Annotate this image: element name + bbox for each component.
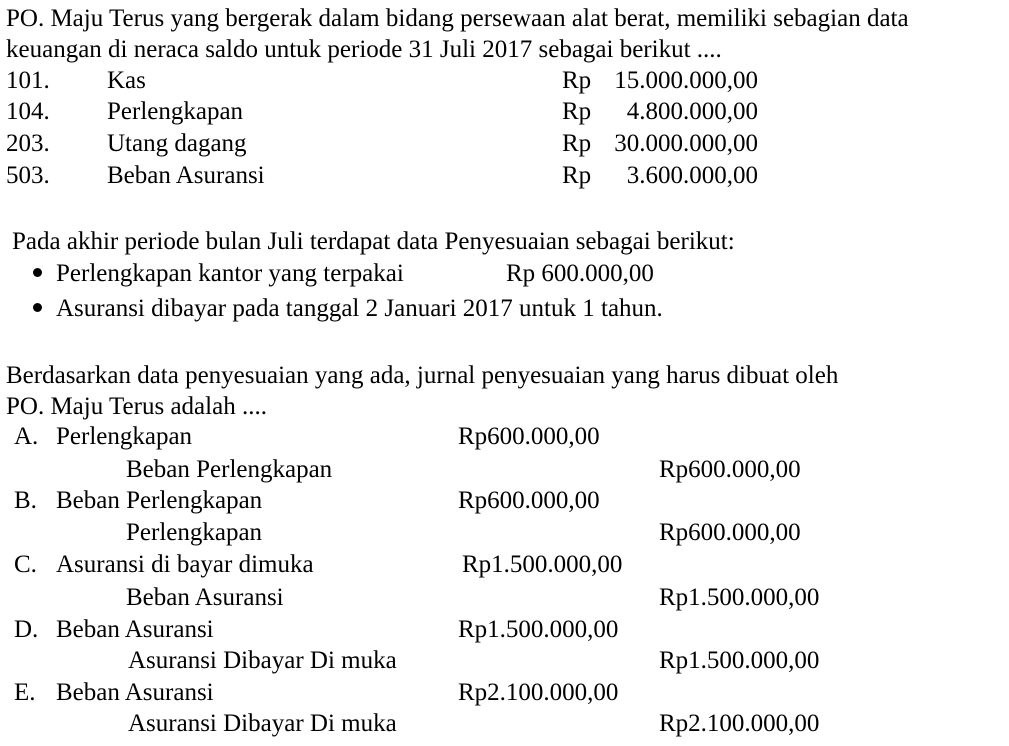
adjustments-heading: Pada akhir periode bulan Juli terdapat data Penyesuaian sebagai berikut:	[12, 228, 735, 255]
option-credit-account: Asuransi Dibayar Di muka	[128, 710, 397, 737]
option-debit-amount: Rp600.000,00	[458, 487, 600, 514]
bullet-icon	[33, 303, 42, 312]
intro-line-1: PO. Maju Terus yang bergerak dalam bidang persewaan alat berat, memiliki sebagian data	[6, 5, 909, 32]
account-name: Kas	[107, 67, 146, 94]
account-code: 104.	[6, 98, 50, 125]
account-code: 101.	[6, 67, 50, 94]
account-code: 503.	[6, 162, 50, 189]
account-amount: 15.000.000,00	[614, 67, 758, 94]
option-letter: E.	[14, 679, 36, 706]
option-credit-account: Beban Asuransi	[126, 584, 284, 611]
option-debit-account: Perlengkapan	[56, 423, 193, 450]
option-letter: D.	[14, 616, 39, 643]
option-credit-account: Asuransi Dibayar Di muka	[128, 647, 397, 674]
option-letter: C.	[14, 551, 37, 578]
bullet-icon	[33, 268, 42, 277]
account-currency: Rp	[562, 130, 592, 157]
account-currency: Rp	[562, 67, 592, 94]
option-debit-amount: Rp1.500.000,00	[458, 616, 619, 643]
option-debit-account: Beban Asuransi	[56, 616, 214, 643]
question-line-2: PO. Maju Terus adalah ....	[6, 393, 267, 420]
option-debit-amount: Rp1.500.000,00	[462, 551, 623, 578]
option-credit-amount: Rp2.100.000,00	[659, 710, 820, 737]
option-credit-amount: Rp600.000,00	[659, 456, 801, 483]
account-currency: Rp	[562, 162, 592, 189]
option-credit-amount: Rp1.500.000,00	[659, 584, 820, 611]
option-credit-amount: Rp600.000,00	[659, 519, 801, 546]
option-debit-amount: Rp600.000,00	[458, 423, 600, 450]
account-name: Utang dagang	[107, 130, 247, 157]
option-debit-account: Beban Perlengkapan	[56, 487, 263, 514]
account-name: Perlengkapan	[107, 98, 244, 125]
option-credit-account: Beban Perlengkapan	[126, 456, 333, 483]
account-name: Beban Asuransi	[107, 162, 265, 189]
option-debit-account: Asuransi di bayar dimuka	[56, 551, 314, 578]
question-line-1: Berdasarkan data penyesuaian yang ada, jurnal penyesuaian yang harus dibuat oleh	[6, 362, 839, 389]
adjustment-amount: Rp 600.000,00	[506, 260, 654, 287]
option-debit-amount: Rp2.100.000,00	[458, 679, 619, 706]
account-amount: 4.800.000,00	[626, 98, 758, 125]
adjustment-item: Perlengkapan kantor yang terpakai	[56, 260, 404, 287]
intro-line-2: keuangan di neraca saldo untuk periode 31 Juli 2017 sebagai berikut ....	[6, 36, 722, 63]
option-debit-account: Beban Asuransi	[56, 679, 214, 706]
account-code: 203.	[6, 130, 50, 157]
account-currency: Rp	[562, 98, 592, 125]
option-letter: A.	[14, 423, 39, 450]
account-amount: 3.600.000,00	[626, 162, 758, 189]
account-amount: 30.000.000,00	[614, 130, 758, 157]
option-credit-amount: Rp1.500.000,00	[659, 647, 820, 674]
adjustment-item: Asuransi dibayar pada tanggal 2 Januari 2017 untuk 1 tahun.	[56, 295, 663, 322]
option-letter: B.	[14, 487, 37, 514]
option-credit-account: Perlengkapan	[126, 519, 263, 546]
